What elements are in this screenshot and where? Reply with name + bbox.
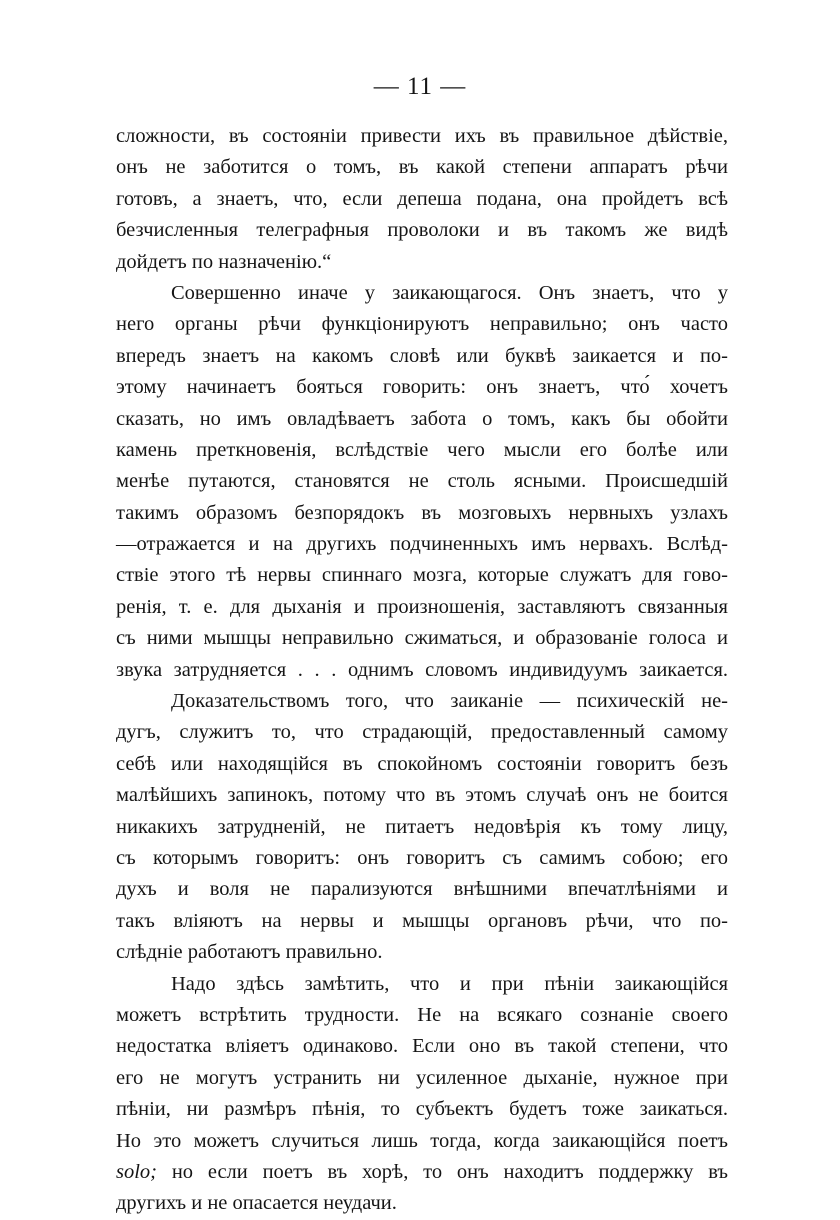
- text-line: —отражается и на другихъ подчиненныхъ имъ нервахъ. Вслѣд-: [116, 533, 728, 556]
- text-line: дойдетъ по назначенiю.“: [116, 250, 332, 273]
- text-line: этому начинаетъ бояться говорить: онъ знаетъ, что́ хочетъ: [116, 376, 728, 399]
- text-line: съ которымъ говоритъ: онъ говоритъ съ самимъ собою; его: [116, 846, 728, 869]
- text-line: никакихъ затрудненiй, не питаетъ недовѣрiя къ тому лицу,: [116, 815, 728, 838]
- page-number: — 11 —: [373, 73, 467, 100]
- text-line: малѣйшихъ запинокъ, потому что въ этомъ случаѣ онъ не боится: [116, 784, 728, 807]
- body-text: [116, 121, 728, 1220]
- text-line: звука затрудняется . . . однимъ словомъ индивидуумъ заикается.: [116, 658, 728, 681]
- italic-word: solo;: [116, 1160, 157, 1183]
- text-line: [116, 1157, 728, 1188]
- text-line: камень преткновенiя, вслѣдствiе чего мысли его болѣе или: [116, 438, 728, 461]
- text-line: дугъ, служитъ то, что страдающiй, предоставленный самому: [116, 721, 728, 744]
- text-line: такимъ образомъ безпорядокъ въ мозговыхъ нервныхъ узлахъ: [116, 501, 728, 524]
- text-line: ренiя, т. е. для дыханiя и произношенiя, заставляютъ связанныя: [116, 595, 728, 618]
- text-line: Надо здѣсь замѣтить, что и при пѣнiи заикающiйся: [171, 972, 728, 995]
- text-line: него органы рѣчи функцiонируютъ неправильно; онъ часто: [116, 313, 728, 336]
- line-remainder: но если поетъ въ хорѣ, то онъ находитъ поддержку въ: [171, 1160, 728, 1183]
- text-line: другихъ и не опасается неудачи.: [116, 1192, 397, 1215]
- text-line: можетъ встрѣтить трудности. Не на всякаго сознанiе своего: [116, 1003, 728, 1026]
- text-line: безчисленныя телеграфныя проволоки и въ такомъ же видѣ: [116, 219, 728, 242]
- text-line: духъ и воля не парализуются внѣшними впечатлѣнiями и: [116, 878, 728, 901]
- text-line: Совершенно иначе у заикающагося. Онъ знаетъ, что у: [171, 281, 728, 304]
- text-line: съ ними мышцы неправильно сжиматься, и образованiе голоса и: [116, 627, 728, 650]
- text-line: сказать, но имъ овладѣваетъ забота о томъ, какъ бы обойти: [116, 407, 728, 430]
- text-line: недостатка влiяетъ одинаково. Если оно въ такой степени, что: [116, 1035, 728, 1058]
- text-line: ствiе этого тѣ нервы спиннаго мозга, которые служатъ для гово-: [116, 564, 728, 587]
- text-line: Доказательствомъ того, что заиканiе — психическiй не-: [171, 690, 728, 713]
- text-line: онъ не заботится о томъ, въ какой степени аппаратъ рѣчи: [116, 156, 728, 179]
- text-line: его не могутъ устранить ни усиленное дыханiе, нужное при: [116, 1066, 728, 1089]
- text-line: впередъ знаетъ на какомъ словѣ или буквѣ заикается и по-: [116, 344, 728, 367]
- text-line: такъ влiяютъ на нервы и мышцы органовъ рѣчи, что по-: [116, 909, 728, 932]
- text-line: сложности, въ состоянiи привести ихъ въ правильное дѣйствiе,: [116, 125, 728, 147]
- text-line: себѣ или находящiйся въ спокойномъ состоянiи говоритъ безъ: [116, 752, 728, 775]
- text-line: менѣе путаются, становятся не столь ясными. Происшедшiй: [116, 470, 728, 493]
- text-line: пѣнiи, ни размѣръ пѣнiя, то субъектъ будетъ тоже заикаться.: [116, 1098, 728, 1121]
- text-line: слѣднiе работаютъ правильно.: [116, 941, 383, 964]
- text-line: готовъ, а знаетъ, что, если депеша подана, она пройдетъ всѣ: [116, 187, 728, 210]
- text-line: Но это можетъ случиться лишь тогда, когда заикающiйся поетъ: [116, 1129, 728, 1152]
